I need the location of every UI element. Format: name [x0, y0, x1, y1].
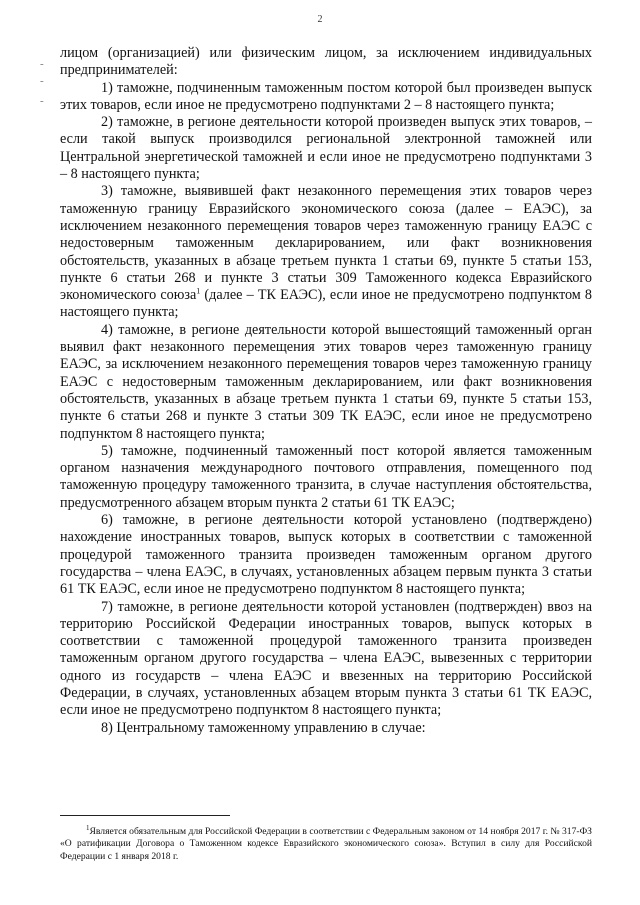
- paragraph-item-2: 2) таможне, в регионе деятельности которой произведен выпуск этих товаров, – если такой выпуск производился региональной электронной таможней или Центральной энергетической таможней и если иное не предусмотрено подпунктами 3 – 8 настоящего пункта;: [60, 114, 592, 183]
- paragraph-item-4: 4) таможне, в регионе деятельности которой вышестоящий таможенный орган выявил факт незаконного перемещения этих товаров через таможенную границу ЕАЭС, за исключением незаконного перемещения товаров через таможенную границу ЕАЭС с недостоверным таможенным декларированием, или факт возникновения обстоятельств, указанных в абзаце третьем пункта 1 статьи 69, пункте 5 статьи 153, пункте 6 статьи 268 и пункте 3 статьи 309 ТК ЕАЭС, если иное не предусмотрено подпунктом 8 настоящего пункта;: [60, 321, 592, 442]
- footnote-ref: 1: [196, 286, 201, 296]
- footnote-divider: [60, 815, 230, 816]
- page-number: 2: [317, 14, 323, 25]
- body-text: [60, 45, 592, 737]
- paragraph-item-3: [60, 183, 592, 321]
- paragraph-item-3-tail: (далее – ТК ЕАЭС), если иное не предусмотрено подпунктом 8 настоящего пункта;: [60, 287, 592, 321]
- paragraph-item-8: 8) Центральному таможенному управлению в случае:: [101, 719, 426, 736]
- paragraph-item-5: 5) таможне, подчиненный таможенный пост которой является таможенным органом назначения международного почтового отправления, помещенного под таможенную процедуру таможенного транзита, в случае наступления обстоятельства, предусмотренного абзацем вторым пункта 2 статьи 61 ТК ЕАЭС;: [60, 442, 592, 511]
- margin-mark: -: [40, 95, 44, 107]
- paragraph-item-3-text: 3) таможне, выявившей факт незаконного перемещения этих товаров через таможенную границу Евразийского экономического союза (далее – ЕАЭС), за исключением незаконного перемещения товаров через таможенную границу ЕАЭС с недостоверным таможенным декларированием, или факт возникновения обстоятельств, указанных в абзаце третьем пункта 1 статьи 69, пункте 5 статьи 153, пункте 6 статьи 268 и пункте 3 статьи 309 Таможенного кодекса Евразийского экономического союза: [60, 183, 592, 304]
- footnote-text: Является обязательным для Российской Федерации в соответствии с Федеральным законом от 14 ноября 2017 г. № 317-ФЗ «О ратификации Договора о Таможенном кодексе Евразийского экономического союза». Вступил в силу для Российской Федерации с 1 января 2018 г.: [60, 826, 592, 862]
- footnote: [60, 823, 592, 863]
- paragraph-item-1: 1) таможне, подчиненным таможенным постом которой был произведен выпуск этих товаров, если иное не предусмотрено подпунктами 2 – 8 настоящего пункта;: [60, 79, 592, 113]
- margin-mark: -: [40, 58, 44, 70]
- paragraph-intro: лицом (организацией) или физическим лицом, за исключением индивидуальных предпринимателей:: [60, 45, 592, 79]
- footnote-marker: 1: [86, 823, 90, 832]
- paragraph-item-7: 7) таможне, в регионе деятельности которой установлен (подтвержден) ввоз на территорию Российской Федерации иностранных товаров, выпуск которых в соответствии с таможенной процедурой таможенного транзита произведен таможенным органом другого государства – члена ЕАЭС, вывезенных с территории одного из государств – члена ЕАЭС и ввезенных на территорию Российской Федерации, в случаях, установленных абзацем вторым пункта 3 статьи 61 ТК ЕАЭС, если иное не предусмотрено подпунктом 8 настоящего пункта;: [60, 598, 592, 719]
- paragraph-item-6: 6) таможне, в регионе деятельности которой установлено (подтверждено) нахождение иностранных товаров, выпуск которых в соответствии с таможенной процедурой таможенного транзита произведен таможенным органом другого государства – члена ЕАЭС, в случаях, установленных абзацем первым пункта 3 статьи 61 ТК ЕАЭС, если иное не предусмотрено подпунктом 8 настоящего пункта;: [60, 512, 592, 598]
- margin-mark: -: [40, 75, 44, 87]
